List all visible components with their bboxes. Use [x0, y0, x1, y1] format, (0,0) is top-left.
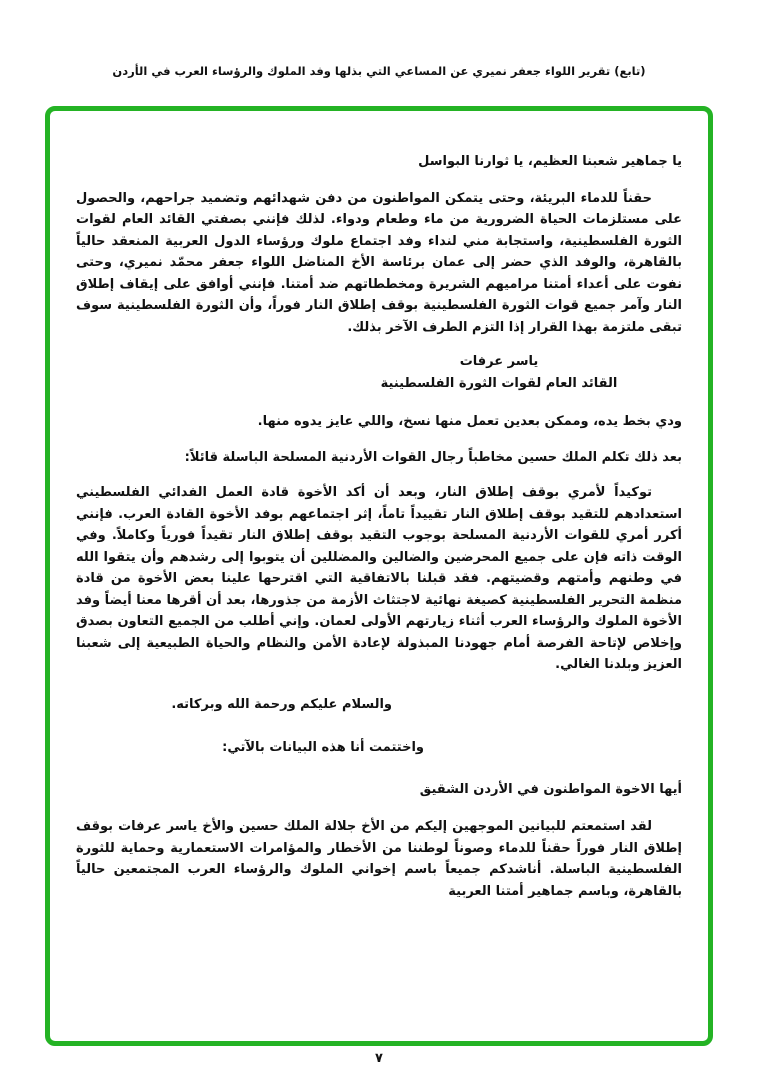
king-hussein-paragraph: توكيداً لأمري بوقف إطلاق النار، وبعد أن أكد الأخوة قادة العمل الفدائي الفلسطيني استعدادهم للتقيد بوقف إطلاق النار تقييداً تاماً، إثر اجتماعهم بوفد الأخوة القادة العرب. فإنني أكرر أمري للقوات الأردنية المسلحة بوجوب التقيد بوقف إطلاق النار تقيداً فورياً وكاملاً. وفي الوقت ذاته فإن على جميع المحرضين والضالين والمضللين أن يتوبوا إلى رشدهم وأن يتقوا الله في وطنهم وأمتهم وقضيتهم. فقد قبلنا بالاتفاقية التي اقترحها علينا بعض الأخوة من قادة منظمة التحرير الفلسطينية كصيغة نهائية لاجتثاث الأزمة من جذورها، بعد أن أقرها معنا أيضاً وفد الأخوة الملوك والرؤساء العرب أثناء زيارتهم الأولى لعمان. وإني أطلب من الجميع التعاون بصدق وإخلاص لإتاحة الفرصة أمام جهودنا المبذولة لإعادة الأمن والنظام والحياة الطبيعية إلى شعبنا العزيز وبلدنا الغالي. — [76, 485, 682, 672]
arafat-ceasefire-paragraph: حقناً للدماء البريئة، وحتى يتمكن المواطنون من دفن شهدائهم وتضميد جراحهم، والحصول على مستلزمات الحياة الضرورية من ماء وطعام ودواء. لذلك فإنني بصفتي القائد العام لقوات الثورة الفلسطينية، واستجابة مني لنداء وفد اجتماع ملوك ورؤساء الدول العربية المنعقد حالياً بالقاهرة، والوفد الذي حضر إلى عمان برئاسة الأخ المناضل اللواء جعفر محمّد نميري، وحتى نفوت على أعداء أمتنا مراميهم الشريرة ومخططاتهم ضد أمتنا. فإنني أوافق على إيقاف إطلاق النار وآمر جميع قوات الثورة الفلسطينية بوقف إطلاق النار فوراً، وأن الثورة الفلسطينية سوف تبقى ملتزمة بهذا القرار إذا التزم الطرف الآخر بذلك. — [76, 190, 682, 335]
handwriting-note-line: ودي بخط يده، وممكن بعدين تعمل منها نسخ، واللي عايز يدوه منها. — [257, 414, 682, 429]
closing-intro-line: واختتمت أنا هذه البيانات بالآتي: — [222, 740, 424, 755]
page-header-title: (تابع) تقرير اللواء جعفر نميري عن المساعي التي بذلها وفد الملوك والرؤساء العرب في الأردن — [112, 64, 646, 78]
document-border-frame — [45, 106, 713, 1046]
signature-block — [76, 351, 682, 395]
greeting-line: يا جماهير شعبنا العظيم، يا ثوارنا البواسل — [418, 154, 682, 169]
section-heading-brothers: أيها الاخوة المواطنون في الأردن الشقيق — [419, 781, 682, 797]
signature-name: ياسر عرفات — [459, 354, 539, 369]
king-speech-intro-line: بعد ذلك تكلم الملك حسين مخاطباً رجال القوات الأردنية المسلحة الباسلة قائلاً: — [184, 449, 682, 465]
nimeiry-appeal-paragraph: لقد استمعتم للبيانين الموجهين إليكم من الأخ جلالة الملك حسين والأخ ياسر عرفات بوقف إطلاق النار فوراً حقناً للدماء وصوناً لوطننا من الأخطار والمؤامرات الاستعمارية وحماية للثورة الفلسطينية الباسلة. أناشدكم جميعاً باسم إخواني الملوك والرؤساء العرب المجتمعين حالياً بالقاهرة، وباسم جماهير أمتنا العربية — [76, 819, 682, 899]
page-number: ٧ — [375, 1051, 383, 1066]
signature-title: القائد العام لقوات الثورة الفلسطينية — [380, 376, 618, 391]
salutation-line: والسلام عليكم ورحمة الله وبركاته. — [171, 696, 392, 712]
